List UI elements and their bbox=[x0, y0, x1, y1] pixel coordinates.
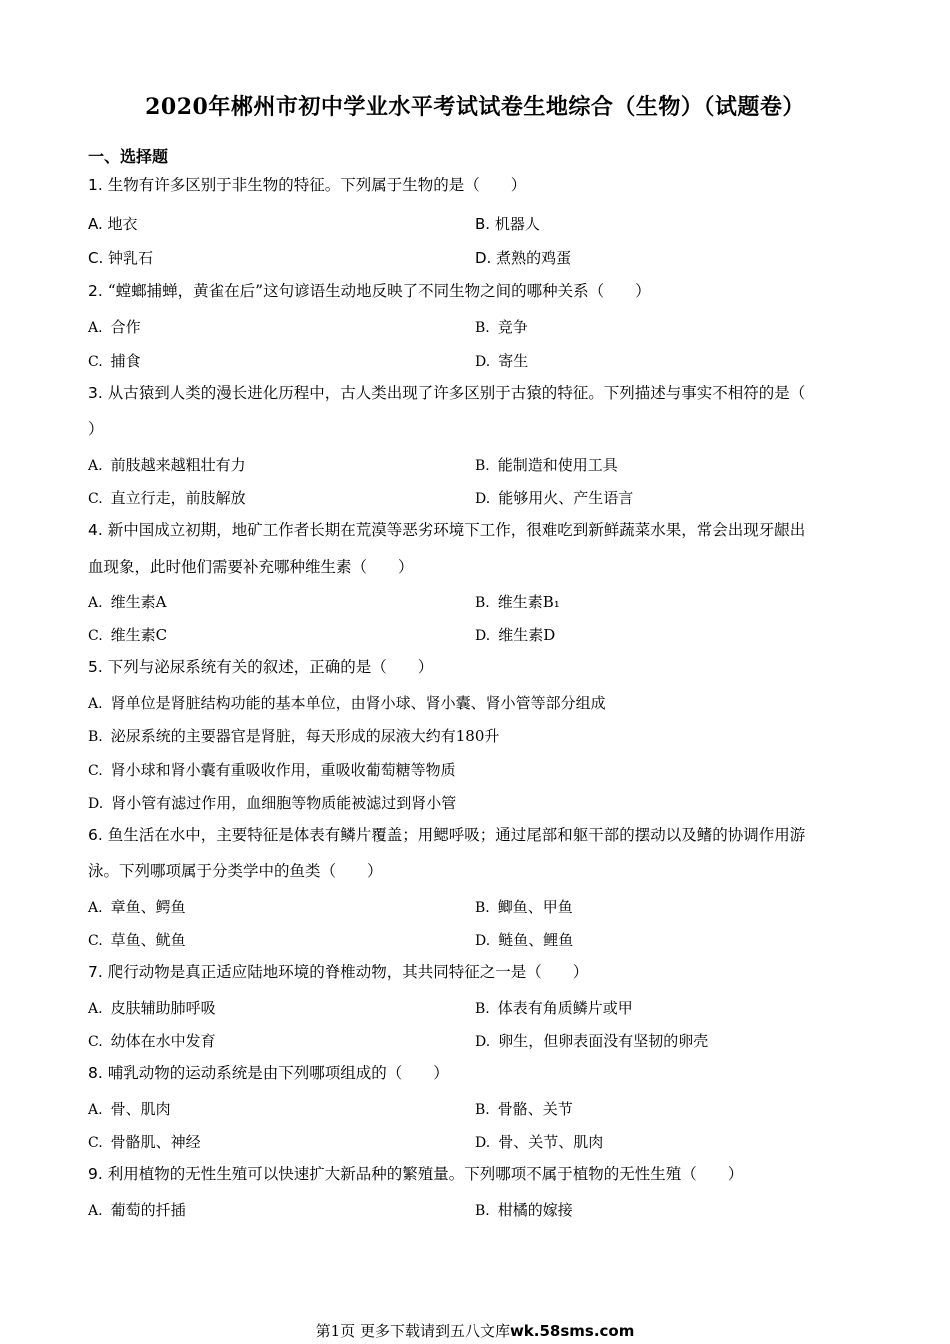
option bbox=[88, 454, 246, 475]
option bbox=[88, 692, 606, 713]
footer-site-link[interactable]: wk.58sms.com bbox=[509, 1322, 635, 1340]
option bbox=[88, 759, 456, 780]
option bbox=[88, 1030, 216, 1051]
option bbox=[475, 929, 573, 950]
option bbox=[88, 725, 499, 746]
option bbox=[88, 929, 186, 950]
page-title: 2020年郴州市初中学业水平考试试卷生地综合（生物）（试题卷） bbox=[145, 94, 805, 120]
option bbox=[475, 454, 618, 475]
question-text: 新中国成立初期，地矿工作者长期在荒漠等恶劣环境下工作，很难吃到新鲜蔬菜水果，常会出现牙龈出 bbox=[107, 521, 806, 539]
footer-text: 更多下载请到五八文库 bbox=[359, 1322, 510, 1340]
option-letter: A. bbox=[88, 595, 103, 611]
option bbox=[88, 487, 246, 508]
option bbox=[475, 1199, 573, 1220]
option bbox=[88, 247, 153, 268]
option-text: 骨骼肌、神经 bbox=[110, 1133, 201, 1151]
option bbox=[475, 1030, 708, 1051]
option-letter: A. bbox=[88, 1001, 103, 1017]
option-text: 卵生，但卵表面没有坚韧的卵壳 bbox=[498, 1032, 709, 1050]
option bbox=[475, 624, 555, 645]
option bbox=[475, 896, 573, 917]
option-text: 体表有角质鳞片或甲 bbox=[497, 999, 633, 1017]
question-number: 1. bbox=[88, 176, 103, 194]
option-letter: B. bbox=[475, 320, 490, 336]
option-text: 煮熟的鸡蛋 bbox=[496, 249, 572, 267]
option-text: 章鱼、鳄鱼 bbox=[110, 898, 186, 916]
question-number: 5. bbox=[88, 658, 103, 676]
option bbox=[88, 1131, 201, 1152]
question-text: 爬行动物是真正适应陆地环境的脊椎动物，其共同特征之一是（ ） bbox=[107, 963, 589, 981]
option-text: 草鱼、鱿鱼 bbox=[110, 931, 186, 949]
question-text: 下列与泌尿系统有关的叙述，正确的是（ ） bbox=[107, 658, 434, 676]
option bbox=[475, 1131, 603, 1152]
option-letter: D. bbox=[475, 491, 491, 507]
question-text: 从古猿到人类的漫长进化历程中，古人类出现了许多区别于古猿的特征。下列描述与事实不相符的是（ bbox=[107, 384, 806, 402]
option-text: 地衣 bbox=[107, 215, 138, 233]
question-text: ） bbox=[88, 420, 104, 438]
option-letter: A. bbox=[88, 1102, 103, 1118]
option-letter: B. bbox=[475, 1001, 490, 1017]
question-6-continued bbox=[88, 854, 383, 888]
option-text: 钟乳石 bbox=[108, 249, 154, 267]
option-letter: D. bbox=[88, 796, 104, 812]
option-letter: C. bbox=[88, 249, 104, 267]
option-text: 寄生 bbox=[498, 352, 529, 370]
option-letter: D. bbox=[475, 354, 491, 370]
question-number: 9. bbox=[88, 1165, 103, 1183]
option bbox=[88, 997, 216, 1018]
option bbox=[88, 591, 166, 612]
question-4 bbox=[88, 513, 805, 547]
option-text: 能够用火、产生语言 bbox=[498, 489, 634, 507]
option-letter: B. bbox=[475, 458, 490, 474]
page-footer bbox=[0, 1320, 950, 1341]
option-letter: B. bbox=[475, 215, 491, 233]
option-letter: C. bbox=[88, 628, 103, 644]
option-letter: B. bbox=[475, 900, 490, 916]
question-number: 3. bbox=[88, 384, 103, 402]
question-text: “螳螂捕蝉，黄雀在后”这句谚语生动地反映了不同生物之间的哪种关系（ ） bbox=[107, 282, 651, 300]
question-text: 泳。下列哪项属于分类学中的鱼类（ ） bbox=[88, 862, 383, 880]
option-letter: B. bbox=[475, 595, 490, 611]
option bbox=[88, 1199, 186, 1220]
option-text: 鲫鱼、甲鱼 bbox=[497, 898, 573, 916]
option-letter: D. bbox=[475, 933, 491, 949]
question-text: 利用植物的无性生殖可以快速扩大新品种的繁殖量。下列哪项不属于植物的无性生殖（ ） bbox=[107, 1165, 744, 1183]
question-9 bbox=[88, 1157, 743, 1191]
option-text: 直立行走，前肢解放 bbox=[110, 489, 246, 507]
question-number: 6. bbox=[88, 826, 103, 844]
option-text: 葡萄的扦插 bbox=[110, 1201, 186, 1219]
question-number: 4. bbox=[88, 521, 103, 539]
option-text: 维生素D bbox=[498, 626, 556, 644]
option-letter: C. bbox=[88, 763, 103, 779]
question-text: 生物有许多区别于非生物的特征。下列属于生物的是（ ） bbox=[107, 176, 527, 194]
option bbox=[88, 213, 138, 234]
option-text: 泌尿系统的主要器官是肾脏，每天形成的尿液大约有180升 bbox=[110, 727, 500, 745]
option-letter: D. bbox=[475, 1034, 491, 1050]
option-letter: D. bbox=[475, 1135, 491, 1151]
option-letter: B. bbox=[88, 729, 103, 745]
option-letter: D. bbox=[475, 628, 491, 644]
question-text: 哺乳动物的运动系统是由下列哪项组成的（ ） bbox=[107, 1064, 449, 1082]
question-7 bbox=[88, 955, 588, 989]
option bbox=[475, 350, 528, 371]
option-text: 骨骼、关节 bbox=[497, 1100, 573, 1118]
option bbox=[475, 1098, 573, 1119]
option-text: 肾单位是肾脏结构功能的基本单位，由肾小球、肾小囊、肾小管等部分组成 bbox=[110, 694, 606, 712]
option-letter: D. bbox=[475, 249, 492, 267]
option bbox=[475, 247, 571, 268]
option bbox=[475, 213, 540, 234]
question-8 bbox=[88, 1056, 449, 1090]
question-6 bbox=[88, 818, 805, 852]
option-letter: C. bbox=[88, 1034, 103, 1050]
option-text: 鲢鱼、鲤鱼 bbox=[498, 931, 574, 949]
option-text: 维生素A bbox=[110, 593, 167, 611]
question-3-continued bbox=[88, 412, 104, 446]
option-text: 柑橘的嫁接 bbox=[497, 1201, 573, 1219]
question-number: 7. bbox=[88, 963, 103, 981]
option-letter: A. bbox=[88, 215, 103, 233]
option-letter: C. bbox=[88, 1135, 103, 1151]
option bbox=[88, 624, 167, 645]
option-text: 骨、关节、肌肉 bbox=[498, 1133, 604, 1151]
option-letter: B. bbox=[475, 1102, 490, 1118]
option-letter: A. bbox=[88, 696, 103, 712]
question-3 bbox=[88, 376, 805, 410]
option-letter: C. bbox=[88, 491, 103, 507]
option bbox=[88, 1098, 171, 1119]
option-text: 捕食 bbox=[110, 352, 141, 370]
question-number: 8. bbox=[88, 1064, 103, 1082]
option-letter: A. bbox=[88, 320, 103, 336]
option bbox=[88, 316, 141, 337]
question-1 bbox=[88, 168, 526, 202]
option-letter: B. bbox=[475, 1203, 490, 1219]
option bbox=[475, 591, 560, 612]
option bbox=[88, 792, 456, 813]
option bbox=[475, 316, 528, 337]
question-text: 鱼生活在水中，主要特征是体表有鳞片覆盖；用鳃呼吸；通过尾部和躯干部的摆动以及鳍的协调作用游 bbox=[107, 826, 806, 844]
section-heading: 一、选择题 bbox=[88, 147, 169, 166]
question-2 bbox=[88, 274, 651, 308]
option bbox=[475, 997, 633, 1018]
option-letter: A. bbox=[88, 900, 103, 916]
option-text: 肾小球和肾小囊有重吸收作用，重吸收葡萄糖等物质 bbox=[110, 761, 456, 779]
option-letter: C. bbox=[88, 354, 103, 370]
question-5 bbox=[88, 650, 433, 684]
option-text: 前肢越来越粗壮有力 bbox=[110, 456, 246, 474]
page-number: 第1页 bbox=[315, 1322, 356, 1340]
option-letter: A. bbox=[88, 1203, 103, 1219]
option bbox=[88, 350, 141, 371]
option-letter: C. bbox=[88, 933, 103, 949]
option-text: 机器人 bbox=[494, 215, 540, 233]
option bbox=[475, 487, 633, 508]
option-text: 竞争 bbox=[497, 318, 528, 336]
question-4-continued bbox=[88, 550, 414, 584]
option-text: 幼体在水中发育 bbox=[110, 1032, 216, 1050]
option-text: 能制造和使用工具 bbox=[497, 456, 618, 474]
option bbox=[88, 896, 186, 917]
option-text: 皮肤辅助肺呼吸 bbox=[110, 999, 216, 1017]
question-number: 2. bbox=[88, 282, 103, 300]
option-text: 维生素B₁ bbox=[497, 593, 560, 611]
option-text: 骨、肌肉 bbox=[110, 1100, 171, 1118]
option-text: 合作 bbox=[110, 318, 141, 336]
option-text: 维生素C bbox=[110, 626, 168, 644]
option-text: 肾小管有滤过作用，血细胞等物质能被滤过到肾小管 bbox=[111, 794, 457, 812]
option-letter: A. bbox=[88, 458, 103, 474]
question-text: 血现象，此时他们需要补充哪种维生素（ ） bbox=[88, 558, 414, 576]
